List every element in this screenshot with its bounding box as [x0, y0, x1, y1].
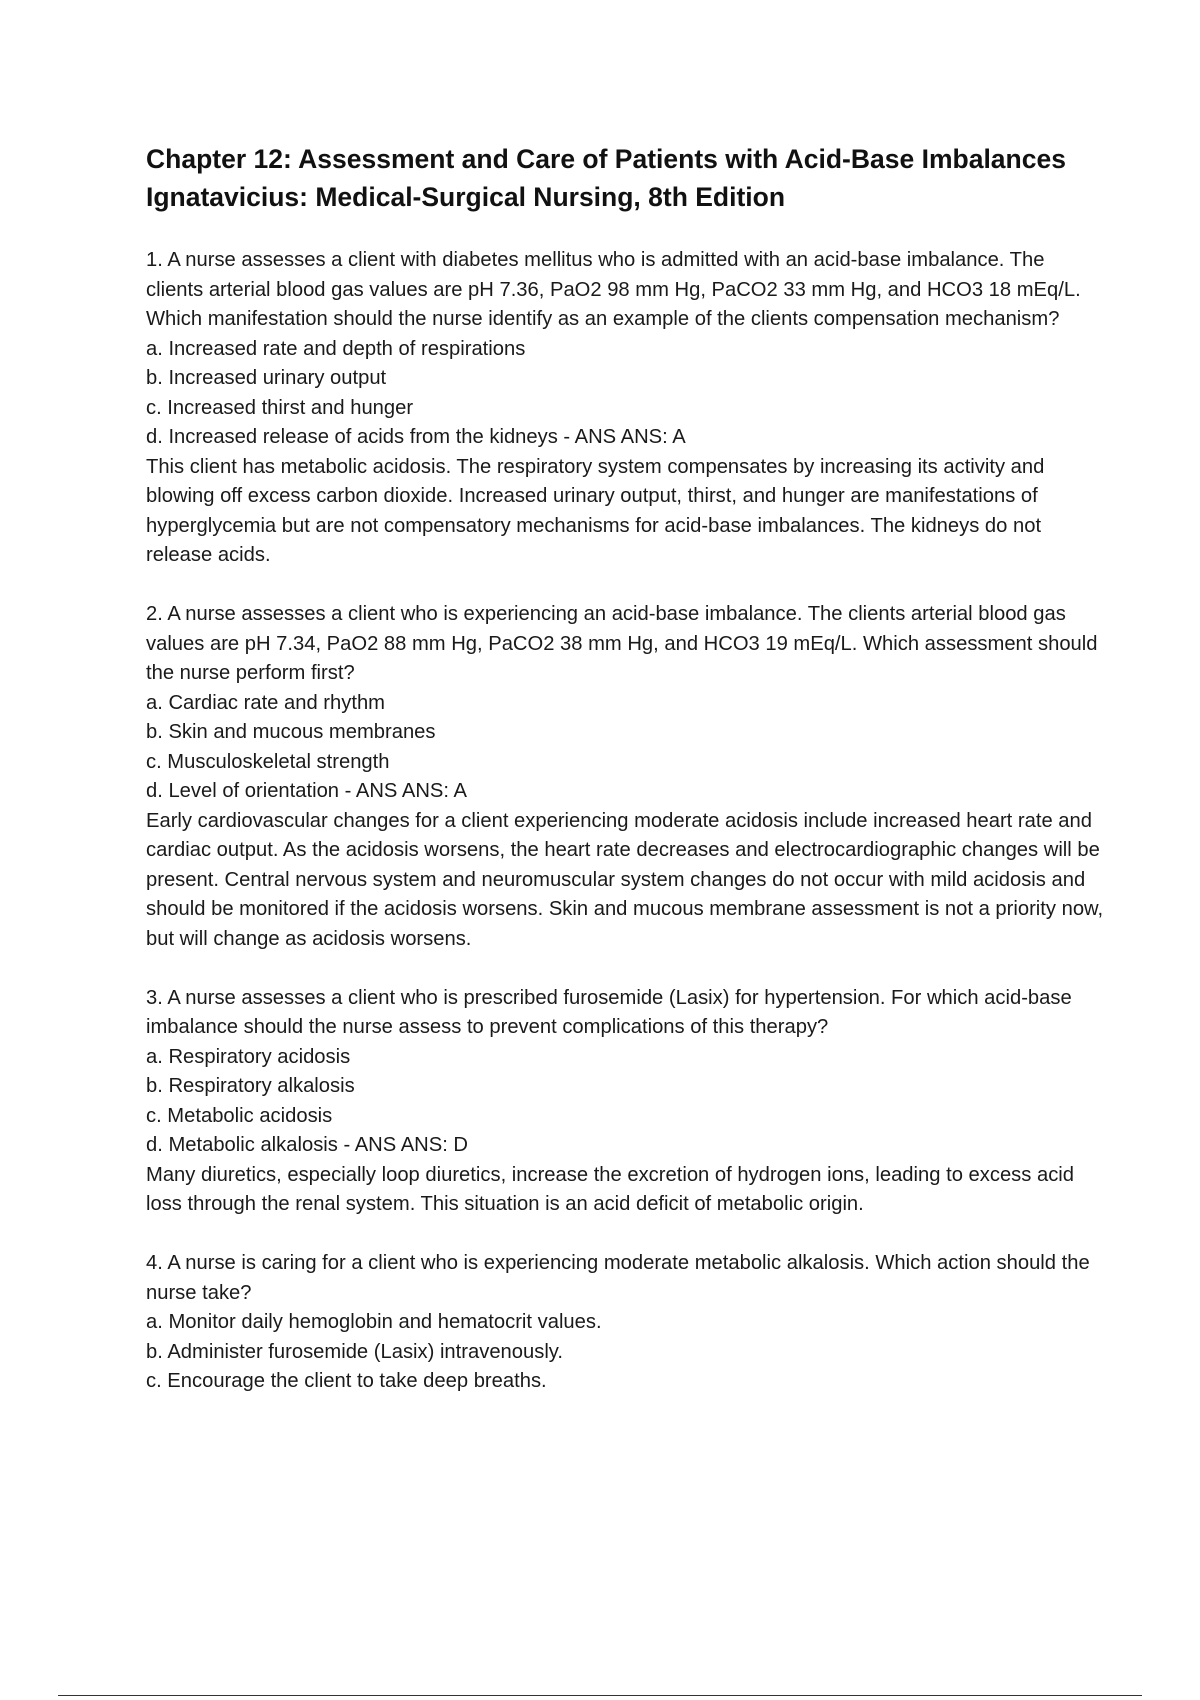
answer-option-c: c. Encourage the client to take deep breaths.	[146, 1370, 547, 1392]
footer-divider	[58, 1695, 1142, 1696]
answer-option-a: a. Cardiac rate and rhythm	[146, 691, 385, 714]
answer-option-b: b. Skin and mucous membranes	[146, 721, 436, 743]
answer-option-a: a. Increased rate and depth of respirations	[146, 337, 526, 360]
answer-rationale: Many diuretics, especially loop diuretics, increase the excretion of hydrogen ions, leading to excess acid loss through the renal system. This situation is an acid deficit of metabolic origin.	[146, 1163, 1075, 1215]
document-title: Chapter 12: Assessment and Care of Patients with Acid-Base Imbalances Ignatavicius: Medical-Surgical Nursing, 8th Edition	[146, 144, 1066, 212]
answer-option-c: c. Musculoskeletal strength	[146, 750, 390, 773]
answer-option-d: d. Increased release of acids from the kidneys - ANS ANS: A	[146, 426, 686, 448]
question-4	[146, 1249, 1106, 1397]
answer-option-b: b. Increased urinary output	[146, 367, 387, 389]
question-stem: 4. A nurse is caring for a client who is experiencing moderate metabolic alkalosis. Which action should the nurse take?	[146, 1252, 1090, 1304]
answer-rationale: Early cardiovascular changes for a client experiencing moderate acidosis include increased heart rate and cardiac output. As the acidosis worsens, the heart rate decreases and electrocardiographic changes will be present. Central nervous system and neuromuscular system changes do not occur with mild acidosis and should be monitored if the acidosis worsens. Skin and mucous membrane assessment is not a priority now, but will change as acidosis worsens.	[146, 809, 1104, 950]
answer-option-d: d. Metabolic alkalosis - ANS ANS: D	[146, 1134, 469, 1156]
answer-option-d: d. Level of orientation - ANS ANS: A	[146, 780, 467, 802]
answer-option-c: c. Metabolic acidosis	[146, 1104, 333, 1127]
question-1	[146, 246, 1106, 571]
answer-rationale: This client has metabolic acidosis. The respiratory system compensates by increasing its activity and blowing off excess carbon dioxide. Increased urinary output, thirst, and hunger are manifestations of hyperglycemia but are not compensatory mechanisms for acid-base imbalances. The kidneys do not release acids.	[146, 455, 1045, 566]
question-stem: 2. A nurse assesses a client who is experiencing an acid-base imbalance. The clients arterial blood gas values are pH 7.34, PaO2 88 mm Hg, PaCO2 38 mm Hg, and HCO3 19 mEq/L. Which assessment should the nurse perform first?	[146, 603, 1098, 684]
question-stem: 3. A nurse assesses a client who is prescribed furosemide (Lasix) for hypertension. For which acid-base imbalance should the nurse assess to prevent complications of this therapy?	[146, 986, 1072, 1038]
answer-option-a: a. Respiratory acidosis	[146, 1045, 351, 1068]
answer-option-a: a. Monitor daily hemoglobin and hematocrit values.	[146, 1311, 602, 1333]
document-page	[146, 140, 1106, 1426]
question-2	[146, 600, 1106, 954]
question-stem: 1. A nurse assesses a client with diabetes mellitus who is admitted with an acid-base imbalance. The clients arterial blood gas values are pH 7.36, PaO2 98 mm Hg, PaCO2 33 mm Hg, and HCO3 18 mEq/L. Which manifestation should the nurse identify as an example of the clients compensation mechanism?	[146, 249, 1081, 330]
answer-option-b: b. Administer furosemide (Lasix) intravenously.	[146, 1340, 564, 1363]
question-3	[146, 984, 1106, 1220]
answer-option-c: c. Increased thirst and hunger	[146, 396, 414, 419]
answer-option-b: b. Respiratory alkalosis	[146, 1075, 355, 1097]
